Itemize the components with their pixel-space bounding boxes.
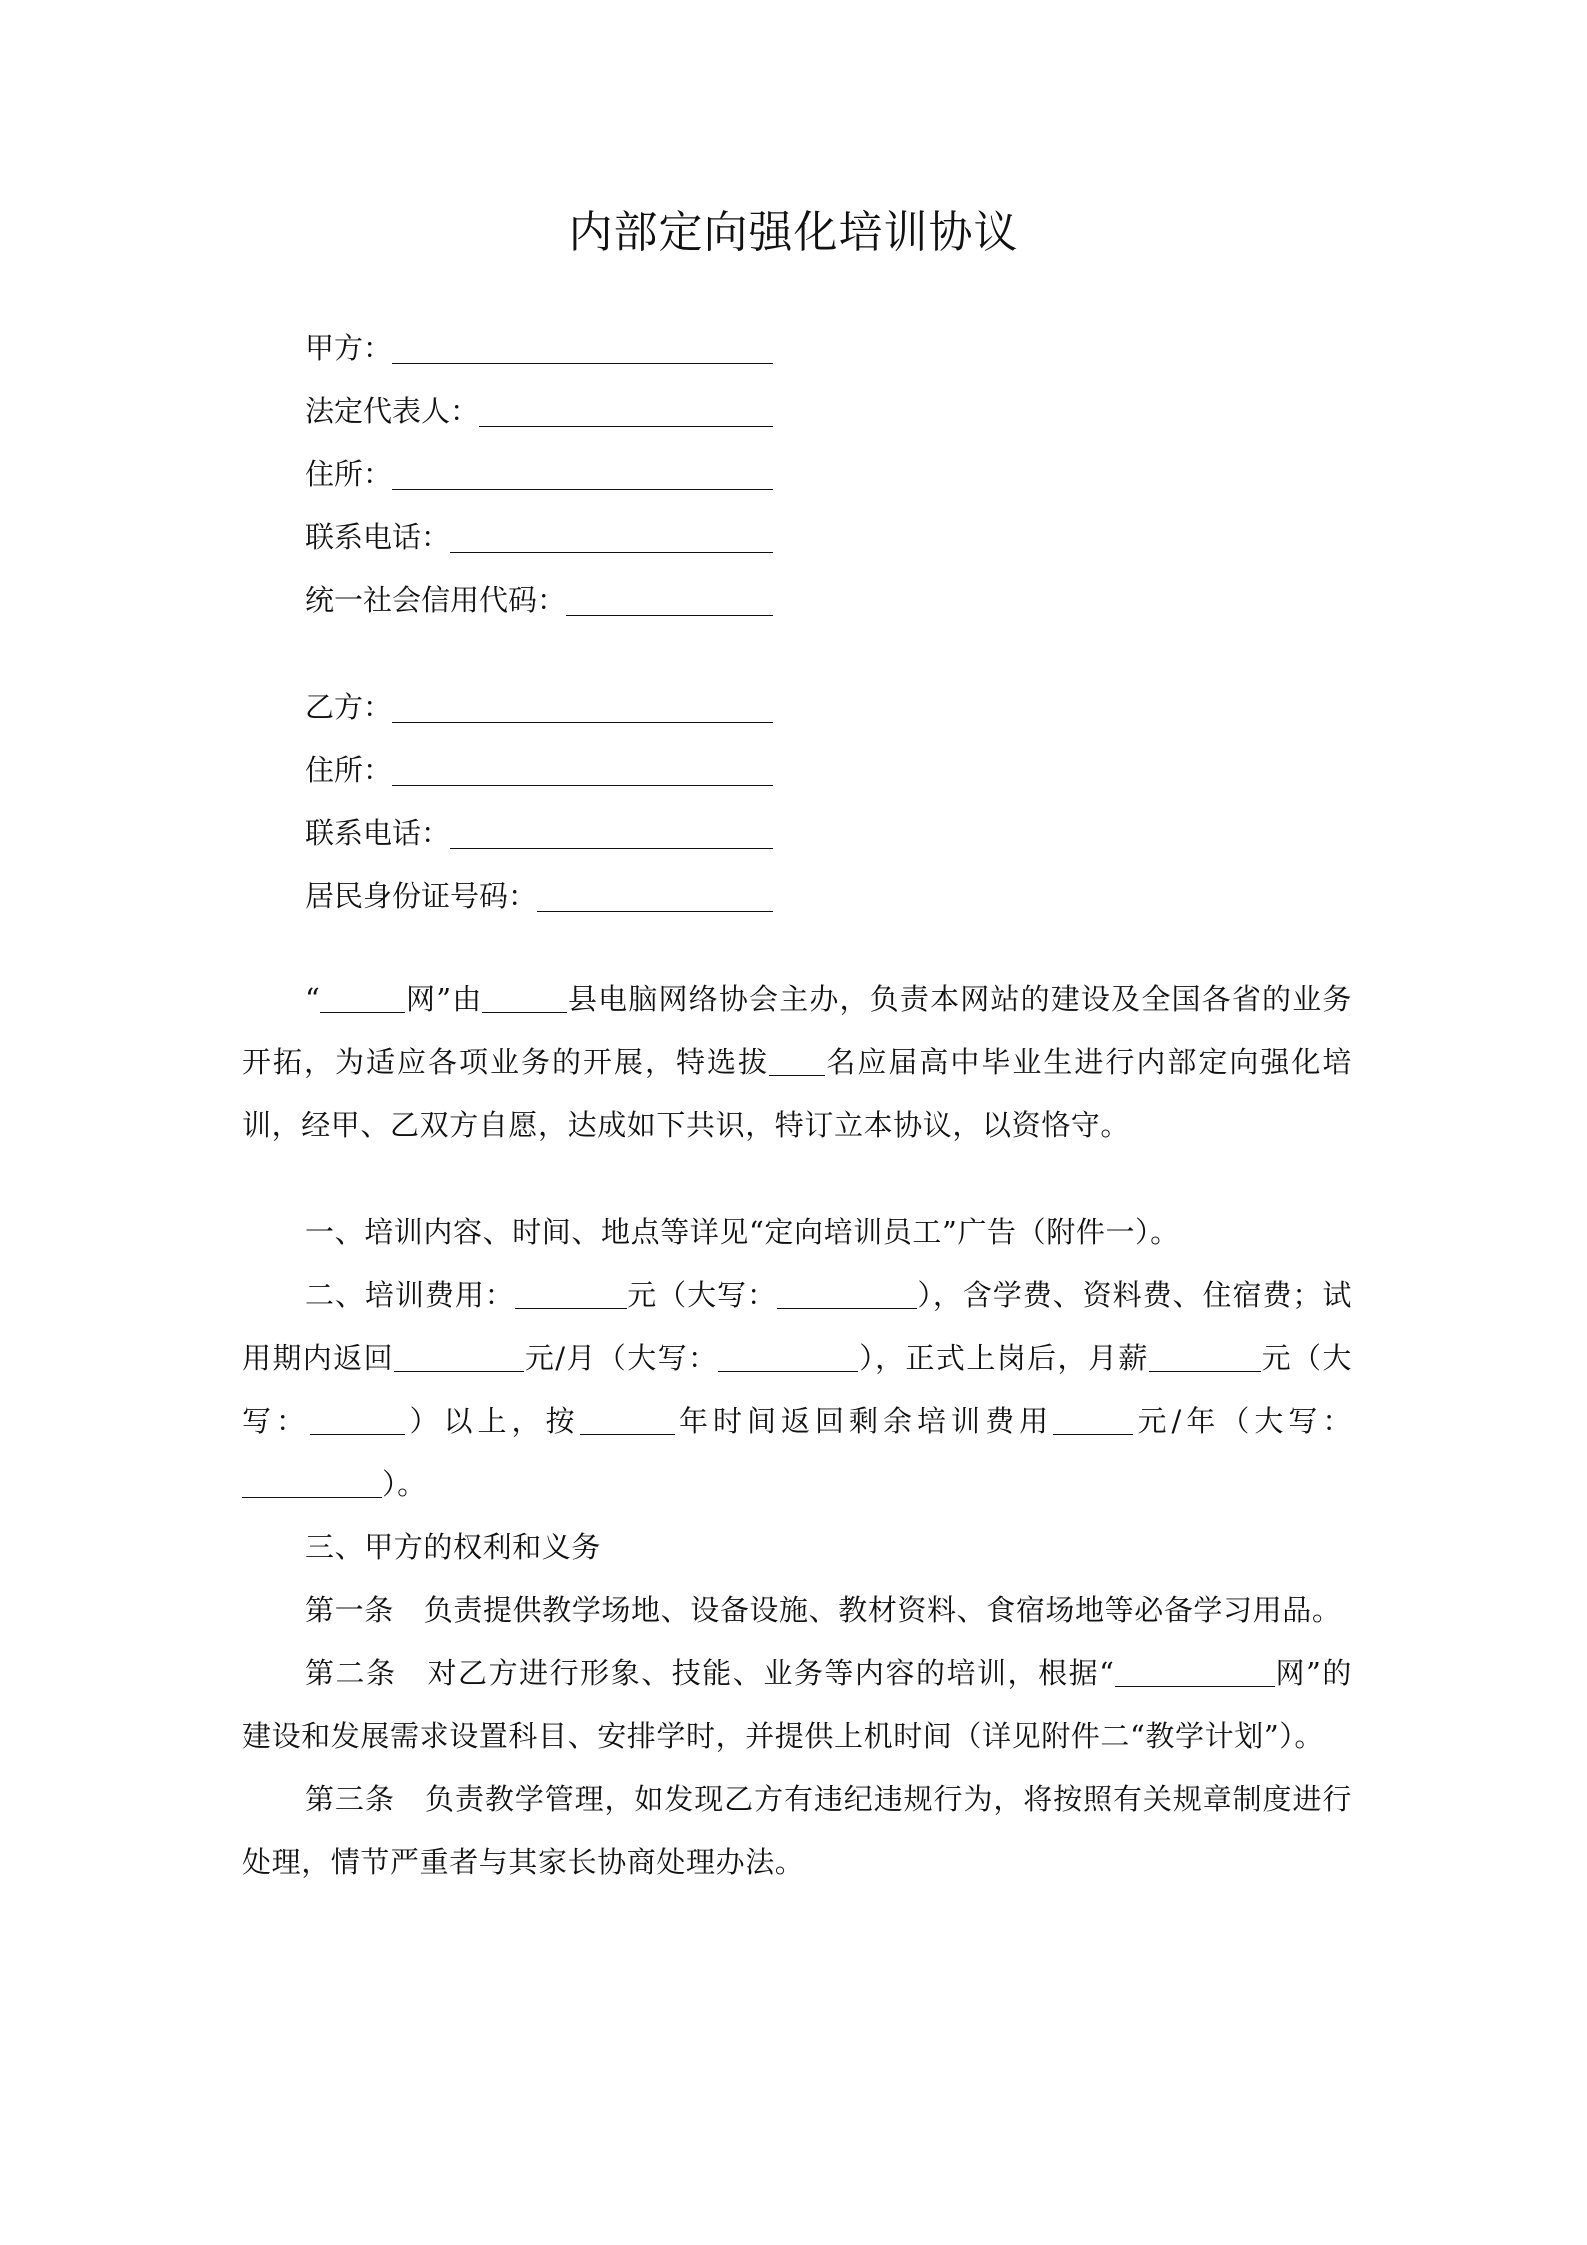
county-name-blank[interactable] <box>482 982 567 1013</box>
article-1 <box>242 1579 1352 1642</box>
party-b-id-field <box>305 872 773 916</box>
party-b-id-blank[interactable] <box>537 877 773 912</box>
article-1-title: 第一条 <box>305 1593 394 1627</box>
clause-2-text-8: 年时间返回剩余培训费用 <box>674 1404 1054 1438</box>
party-b-name-blank[interactable] <box>392 688 773 723</box>
party-a-address-label: 住所： <box>305 457 393 491</box>
party-a-legal-rep-blank[interactable] <box>479 392 773 427</box>
intro-text-3: 县电脑网络协会主办，负责本网站的建设及全国各省的业务开拓，为适应各项业务的开展，特选拔 <box>242 982 1352 1079</box>
party-a-credit-code-blank[interactable] <box>566 581 773 616</box>
party-a-credit-code-label: 统一社会信用代码： <box>305 583 567 617</box>
yearly-return-uppercase-blank[interactable] <box>242 1467 382 1498</box>
party-b-address-blank[interactable] <box>392 751 773 786</box>
party-a-name-label: 甲方： <box>305 331 393 365</box>
clause-2-text-10: ）。 <box>382 1467 427 1501</box>
party-b-address-field <box>305 746 773 790</box>
party-b-name-label: 乙方： <box>305 690 393 724</box>
party-a-name-blank[interactable] <box>392 329 773 364</box>
clause-2-text-4: 元/月（大写： <box>524 1341 719 1375</box>
clause-2-text-7: ）以上，按 <box>405 1404 580 1438</box>
clause-2 <box>242 1264 1352 1516</box>
clause-3-heading: 三、甲方的权利和义务 <box>305 1530 602 1564</box>
monthly-salary-blank[interactable] <box>1149 1341 1261 1372</box>
party-b-id-label: 居民身份证号码： <box>305 879 538 913</box>
party-a-address-blank[interactable] <box>392 455 773 490</box>
intro-text-2: 网”由 <box>405 982 483 1016</box>
return-years-blank[interactable] <box>580 1404 675 1435</box>
article-2-website-blank[interactable] <box>1115 1656 1275 1687</box>
article-2-title: 第二条 <box>305 1656 397 1690</box>
monthly-salary-uppercase-blank[interactable] <box>310 1404 405 1435</box>
party-a-address-field <box>305 450 773 494</box>
training-fee-uppercase-blank[interactable] <box>777 1278 917 1309</box>
monthly-return-uppercase-blank[interactable] <box>718 1341 858 1372</box>
clauses-section <box>242 1201 1352 1894</box>
party-b-name-field <box>305 683 773 727</box>
party-a-phone-field <box>305 513 773 557</box>
party-a-phone-blank[interactable] <box>450 518 773 553</box>
party-a-name-field <box>305 324 773 368</box>
clause-2-text-1: 二、培训费用： <box>305 1278 515 1312</box>
party-b-phone-label: 联系电话： <box>305 816 451 850</box>
article-2 <box>242 1642 1352 1768</box>
article-2-text-1: 对乙方进行形象、技能、业务等内容的培训，根据“ <box>426 1656 1115 1690</box>
article-1-text: 负责提供教学场地、设备设施、教材资料、食宿场地等必备学习用品。 <box>423 1593 1342 1627</box>
article-3-title: 第三条 <box>305 1782 395 1816</box>
document-title: 内部定向强化培训协议 <box>568 207 1019 258</box>
party-b-phone-blank[interactable] <box>450 814 773 849</box>
party-a-legal-rep-field <box>305 387 773 431</box>
clause-2-text-3: ），含学费、资料费、住宿费；试用期内返回 <box>242 1278 1352 1375</box>
monthly-return-blank[interactable] <box>394 1341 524 1372</box>
yearly-return-blank[interactable] <box>1053 1404 1133 1435</box>
article-3 <box>242 1768 1352 1894</box>
party-a-phone-label: 联系电话： <box>305 520 451 554</box>
party-b-address-label: 住所： <box>305 753 393 787</box>
clause-2-text-5: ），正式上岗后，月薪 <box>858 1341 1149 1375</box>
clause-2-text-9: 元/年（大写： <box>1133 1404 1352 1438</box>
party-b-phone-field <box>305 809 773 853</box>
training-fee-blank[interactable] <box>515 1278 627 1309</box>
website-name-blank[interactable] <box>320 982 405 1013</box>
party-a-legal-rep-label: 法定代表人： <box>305 394 480 428</box>
clause-2-text-6: 元（大写： <box>242 1341 1352 1438</box>
student-count-blank[interactable] <box>769 1045 825 1076</box>
article-3-text: 负责教学管理，如发现乙方有违纪违规行为，将按照有关规章制度进行处理，情节严重者与其家长协商处理办法。 <box>242 1782 1352 1879</box>
party-a-credit-code-field <box>305 576 773 620</box>
article-2-text-2: 网”的建设和发展需求设置科目、安排学时，并提供上机时间（详见附件二“教学计划”）。 <box>242 1656 1352 1753</box>
intro-paragraph <box>242 968 1352 1157</box>
clause-2-text-2: 元（大写： <box>626 1278 777 1312</box>
intro-text-4: 名应届高中毕业生进行内部定向强化培训，经甲、乙双方自愿，达成如下共识，特订立本协议，以资恪守。 <box>242 1045 1352 1142</box>
intro-text-1: “ <box>305 982 321 1016</box>
clause-1: 一、培训内容、时间、地点等详见“定向培训员工”广告（附件一）。 <box>305 1215 1180 1249</box>
intro-section <box>242 968 1352 1157</box>
